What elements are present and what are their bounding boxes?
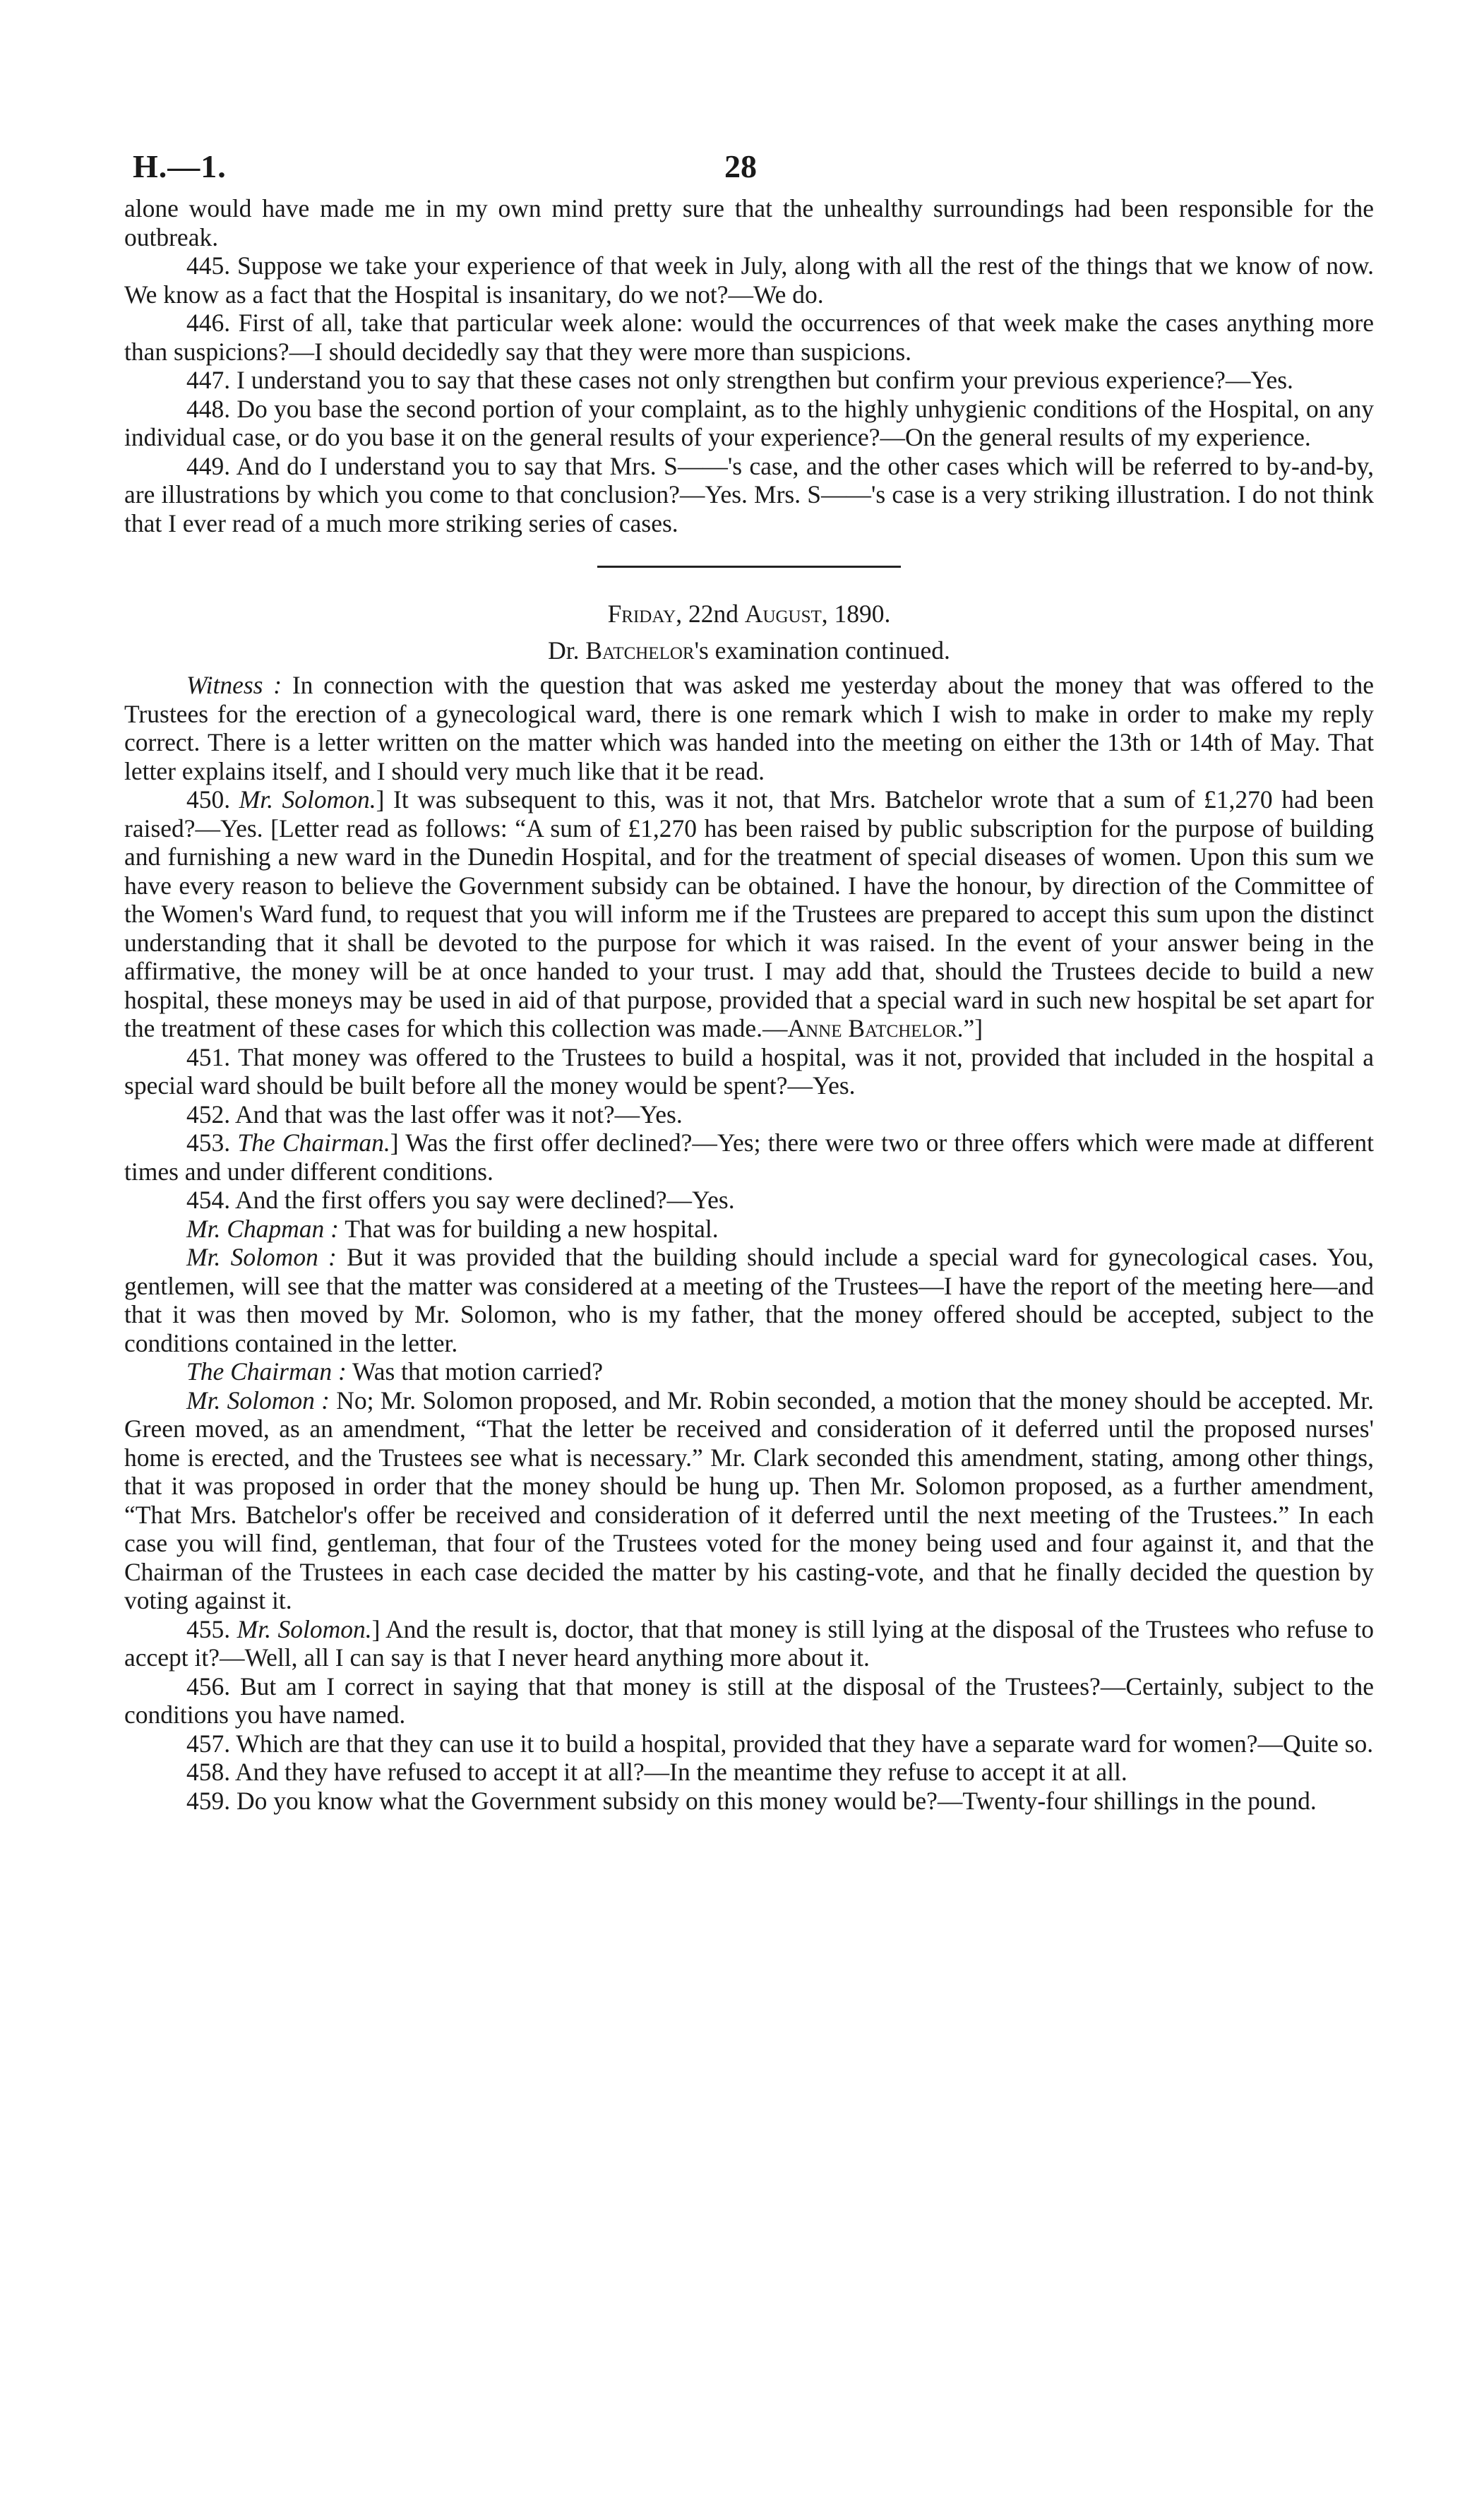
solomon-remark-2 (124, 1386, 1374, 1615)
paragraph-453 (124, 1129, 1374, 1186)
speaker-label: The Chairman. (237, 1129, 390, 1157)
exam-prefix: Dr. (548, 636, 586, 665)
document-id: H.—1. (133, 148, 227, 184)
letter-signature: Anne Batchelor (787, 1014, 957, 1042)
paragraph-457: 457. Which are that they can use it to build a hospital, provided that they have a separate ward for women?—Quite so. (186, 1729, 1374, 1758)
paragraph-451: 451. That money was offered to the Trustees to build a hospital, was it not, provided that included in the hospital a special ward should be built before all the money would be spent?—Yes. (124, 1042, 1374, 1100)
speaker-label: Mr. Solomon. (239, 785, 376, 814)
speaker-label: Mr. Solomon : (186, 1386, 330, 1415)
question-number: 455. (186, 1614, 237, 1643)
paragraph-456: 456. But am I correct in saying that that money is still at the disposal of the Trustees?—Certainly, subject to the conditions you have named. (124, 1672, 1374, 1729)
body-text-bottom (124, 671, 1374, 1815)
chairman-remark (124, 1357, 1374, 1386)
paragraph-446: 446. First of all, take that particular week alone: would the occurrences of that week make the cases anything more than suspicions?—I should decidedly say that they were more than suspicions. (124, 309, 1374, 366)
body-text-top (124, 194, 1374, 537)
section-divider (597, 566, 901, 568)
speaker-label: Mr. Solomon : (186, 1243, 337, 1271)
statement-text: That was for building a new hospital. (338, 1214, 719, 1243)
paragraph-458: 458. And they have refused to accept it at all?—In the meantime they refuse to accept it at all. (186, 1758, 1127, 1786)
examination-heading (124, 636, 1374, 665)
paragraph-449: 449. And do I understand you to say that Mrs. S——'s case, and the other cases which will be referred to by-and-by, are illustrations by which you come to that conclusion?—Yes. Mrs. S——'s case is a very striking illustration. I do not think that I ever read of a much more striking series of cases. (124, 451, 1374, 537)
speaker-label: The Chairman : (186, 1357, 347, 1386)
question-number: 450. (186, 785, 239, 814)
paragraph-447: 447. I understand you to say that these cases not only strengthen but confirm your previous experience?—Yes. (186, 366, 1293, 394)
page-header (124, 138, 1374, 194)
solomon-remark-1 (124, 1243, 1374, 1357)
paragraph-445: 445. Suppose we take your experience of that week in July, along with all the rest of the things that we know of now. We know as a fact that the Hospital is insanitary, do we not?—We do. (124, 251, 1374, 309)
statement-text: But it was provided that the building should include a special ward for gynecological cases. You, gentlemen, will see that the matter was considered at a meeting of the Trustees—I have the report of the meeting here—and that it was then moved by Mr. Solomon, who is my father, that the money offered should be accepted, subject to the conditions contained in the letter. (124, 1243, 1374, 1357)
session-month: August (744, 600, 822, 628)
session-date-number: , 22nd (676, 600, 745, 628)
paragraph-454: 454. And the first offers you say were declined?—Yes. (186, 1186, 735, 1214)
exam-witness-name: Batchelor (585, 636, 695, 665)
document-page (124, 138, 1374, 1815)
speaker-label: Mr. Chapman : (186, 1214, 339, 1243)
statement-text: Was that motion carried? (346, 1357, 604, 1386)
session-year: , 1890. (821, 600, 891, 628)
question-number: 453. (186, 1129, 238, 1157)
paragraph-455 (124, 1615, 1374, 1672)
statement-text: ] And the result is, doctor, that that money is still lying at the disposal of the Trustees who refuse to accept it?—Well, all I can say is that I never heard anything more about it. (124, 1614, 1374, 1672)
chapman-remark (124, 1215, 1374, 1244)
statement-close: .”] (957, 1014, 983, 1042)
page-number: 28 (724, 148, 757, 184)
statement-text: No; Mr. Solomon proposed, and Mr. Robin seconded, a motion that the money should be accepted. Mr. Green moved, as an amendment, “That the letter be received and consideration of it deferred until the proposed nurses' home is erected, and the Trustees see what is necessary.” Mr. Clark seconded this amendment, stating, among other things, that it was proposed in order that the money should be hung up. Then Mr. Solomon proposed, as a further amendment, “That Mrs. Batchelor's offer be received and consideration of it deferred until the next meeting of the Trustees.” In each case you will find, gentleman, that four of the Trustees voted for the money being used and four against it, and that the Chairman of the Trustees in each case decided the matter by his casting-vote, and that he finally decided the question by voting against it. (124, 1386, 1374, 1614)
paragraph-continued: alone would have made me in my own mind pretty sure that the unhealthy surroundings had been responsible for the outbreak. (124, 194, 1374, 251)
paragraph-452: 452. And that was the last offer was it not?—Yes. (186, 1100, 683, 1129)
exam-suffix: 's examination continued. (694, 636, 950, 665)
statement-text: In connection with the question that was asked me yesterday about the money that was offered to the Trustees for the erection of a gynecological ward, there is one remark which I wish to make in order to make my reply correct. There is a letter written on the matter which was handed into the meeting on either the 13th or 14th of May. That letter explains itself, and I should very much like that it be read. (124, 671, 1374, 785)
paragraph-448: 448. Do you base the second portion of your complaint, as to the highly unhygienic conditions of the Hospital, on any individual case, or do you base it on the general results of your experience?—On the general results of my experience. (124, 394, 1374, 451)
paragraph-450 (124, 785, 1374, 1043)
session-date (124, 599, 1374, 629)
paragraph-459: 459. Do you know what the Government subsidy on this money would be?—Twenty-four shillings in the pound. (186, 1786, 1317, 1815)
statement-text: ] It was subsequent to this, was it not, that Mrs. Batchelor wrote that a sum of £1,270 had been raised?—Yes. [Letter read as follows: “A sum of £1,270 has been raised by public subscription for the purpose of building and furnishing a new ward in the Dunedin Hospital, and for the treatment of special diseases of women. Upon this sum we have every reason to believe the Government subsidy can be obtained. I have the honour, by direction of the Committee of the Women's Ward fund, to request that you will inform me if the Trustees are prepared to accept this sum upon the distinct understanding that it shall be devoted to the purpose for which it was raised. In the event of your answer being in the affirmative, the money will be at once handed to your trust. I may add that, should the Trustees decide to build a new hospital, these moneys may be used in aid of that purpose, provided that a special ward in such new hospital be set apart for the treatment of these cases for which this collection was made.— (124, 785, 1375, 1042)
speaker-label: Witness : (186, 671, 282, 699)
session-day: Friday (607, 600, 676, 628)
speaker-label: Mr. Solomon. (237, 1614, 372, 1643)
witness-statement (124, 671, 1374, 785)
statement-text: ] Was the first offer declined?—Yes; there were two or three offers which were made at different times and under different conditions. (124, 1129, 1375, 1186)
